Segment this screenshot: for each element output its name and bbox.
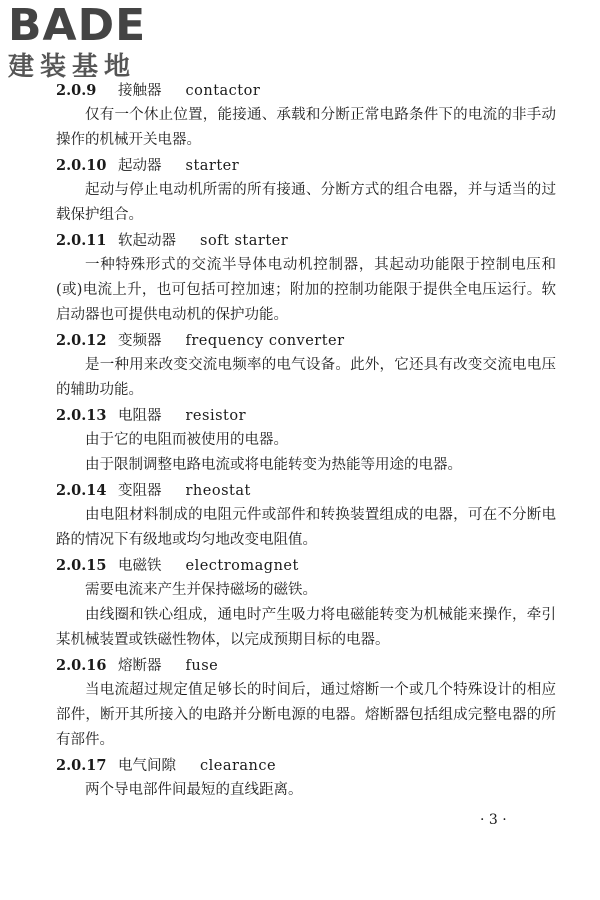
term-heading: [56, 78, 556, 103]
term-number: 2.0.10: [56, 157, 107, 174]
term-heading: [56, 553, 556, 578]
term-english: resistor: [185, 408, 247, 424]
term-chinese: 变阻器: [118, 483, 162, 499]
term-number: 2.0.11: [56, 232, 107, 249]
logo-subtitle: 建装基地: [8, 52, 137, 82]
term-heading: [56, 753, 556, 778]
term-chinese: 变频器: [118, 333, 162, 349]
term-chinese: 软起动器: [118, 233, 176, 249]
term-chinese: 起动器: [118, 158, 162, 174]
definition-paragraph: 由线圈和铁心组成，通电时产生吸力将电磁能转变为机械能来操作，牵引某机械装置或铁磁性物体，以完成预期目标的电器。: [56, 607, 556, 648]
page-number: · 3 ·: [480, 812, 507, 828]
term-chinese: 接触器: [118, 83, 162, 99]
definition-paragraph: 两个导电部件间最短的直线距离。: [85, 782, 303, 798]
definition-paragraph: 一种特殊形式的交流半导体电动机控制器，其起动功能限于控制电压和(或)电流上升，也可包括可控加速；附加的控制功能限于提供全电压运行。软启动器也可提供电动机的保护功能。: [56, 257, 556, 323]
term-number: 2.0.9: [56, 82, 97, 99]
definition-paragraph: 是一种用来改变交流电频率的电气设备。此外，它还具有改变交流电电压的辅助功能。: [56, 357, 556, 398]
term-chinese: 电气间隙: [118, 758, 176, 774]
term-number: 2.0.17: [56, 757, 107, 774]
term-heading: [56, 653, 556, 678]
term-heading: [56, 228, 556, 253]
definition-paragraph: 由电阻材料制成的电阻元件或部件和转换装置组成的电器，可在不分断电路的情况下有级地或均匀地改变电阻值。: [56, 507, 556, 548]
term-number: 2.0.13: [56, 407, 107, 424]
term-number: 2.0.16: [56, 657, 107, 674]
term-chinese: 电阻器: [118, 408, 162, 424]
term-heading: [56, 328, 556, 353]
logo-wordmark: BADE: [8, 0, 147, 51]
document-body: [56, 78, 556, 803]
term-english: fuse: [185, 658, 219, 674]
logo: [8, 2, 178, 86]
definition-paragraph: 当电流超过规定值足够长的时间后，通过熔断一个或几个特殊设计的相应部件，断开其所接入的电路并分断电源的电器。熔断器包括组成完整电器的所有部件。: [56, 682, 556, 748]
definition-paragraph: 由于限制调整电路电流或将电能转变为热能等用途的电器。: [85, 457, 462, 473]
term-english: rheostat: [185, 483, 251, 499]
term-english: frequency converter: [185, 333, 345, 349]
term-heading: [56, 478, 556, 503]
term-number: 2.0.12: [56, 332, 107, 349]
term-english: starter: [185, 158, 240, 174]
term-english: clearance: [200, 758, 277, 774]
term-number: 2.0.15: [56, 557, 107, 574]
definition-paragraph: 仅有一个休止位置，能接通、承载和分断正常电路条件下的电流的非手动操作的机械开关电器。: [56, 107, 556, 148]
term-english: electromagnet: [185, 558, 299, 574]
term-number: 2.0.14: [56, 482, 107, 499]
term-english: contactor: [185, 83, 261, 99]
term-chinese: 熔断器: [118, 658, 162, 674]
term-heading: [56, 153, 556, 178]
term-chinese: 电磁铁: [118, 558, 162, 574]
definition-paragraph: 需要电流来产生并保持磁场的磁铁。: [85, 582, 317, 598]
definition-paragraph: 起动与停止电动机所需的所有接通、分断方式的组合电器，并与适当的过载保护组合。: [56, 182, 556, 223]
term-english: soft starter: [200, 233, 289, 249]
term-heading: [56, 403, 556, 428]
definition-paragraph: 由于它的电阻而被使用的电器。: [85, 432, 288, 448]
